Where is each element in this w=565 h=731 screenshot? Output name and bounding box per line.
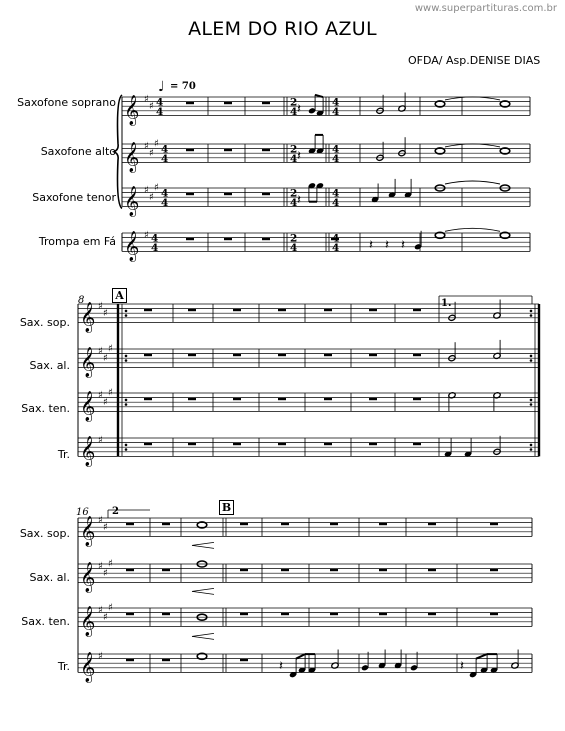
quarter-rest: 𝄽 [297, 192, 301, 208]
treble-clef-icon: 𝄞 [80, 516, 96, 547]
whole-rest [233, 398, 241, 401]
whole-rest [233, 354, 241, 357]
rehearsal-mark: B [219, 500, 234, 515]
repeat-dot [125, 310, 128, 313]
treble-clef-icon: 𝄞 [80, 652, 96, 683]
sharp-icon: ♯ [98, 651, 103, 662]
treble-clef-icon: 𝄞 [80, 391, 96, 422]
whole-rest [379, 613, 387, 616]
whole-rest [240, 659, 248, 662]
time-signature: 4 [290, 196, 298, 209]
whole-rest [281, 523, 289, 526]
sharp-icon: ♯ [98, 435, 103, 446]
treble-clef-icon: 𝄞 [80, 436, 96, 467]
treble-clef-icon: 𝄞 [80, 562, 96, 593]
whole-rest [188, 354, 196, 357]
instrument-label-alto: Saxofone alto [40, 145, 116, 158]
whole-rest [369, 398, 377, 401]
whole-rest [278, 398, 286, 401]
whole-rest [188, 309, 196, 312]
time-signature: 4 [161, 196, 169, 209]
whole-rest [240, 523, 248, 526]
sharp-icon: ♯ [98, 561, 103, 572]
time-signature: 4 [151, 232, 159, 245]
sharp-icon: ♯ [154, 182, 159, 194]
time-signature: 2 [290, 96, 298, 109]
instrument-label-tenor: Saxofone tenor [32, 191, 116, 204]
repeat-dot [125, 355, 128, 358]
sharp-icon: ♯ [103, 396, 108, 408]
instrument-label-alto: Sax. al. [29, 571, 70, 584]
sharp-icon: ♯ [108, 558, 113, 570]
repeat-dot [125, 399, 128, 402]
bracket [114, 95, 122, 208]
time-signature: 4 [161, 152, 169, 165]
whole-rest [144, 354, 152, 357]
whole-rest [262, 193, 270, 196]
sharp-icon: ♯ [144, 185, 149, 196]
sharp-icon: ♯ [103, 307, 108, 319]
quarter-rest: 𝄽 [401, 237, 405, 253]
time-signature: 4 [290, 105, 298, 118]
volta-label: 2 [112, 506, 119, 517]
whole-rest [278, 354, 286, 357]
time-signature: 4 [332, 187, 340, 200]
crescendo [192, 545, 214, 548]
time-signature: 2 [290, 143, 298, 156]
whole-rest [162, 569, 170, 572]
whole-rest [330, 523, 338, 526]
measure-number: 16 [76, 507, 89, 518]
beam [476, 654, 487, 659]
whole-rest [413, 354, 421, 357]
sharp-icon: ♯ [98, 515, 103, 526]
whole-rest [262, 149, 270, 152]
whole-rest [490, 523, 498, 526]
instrument-label-soprano: Sax. sop. [19, 527, 70, 540]
whole-rest [330, 569, 338, 572]
whole-rest [278, 443, 286, 446]
quarter-rest: 𝄽 [279, 658, 283, 674]
whole-rest [224, 238, 232, 241]
whole-rest [324, 309, 332, 312]
tempo-marking: = 70 [170, 81, 196, 92]
quarter-rest: 𝄽 [385, 237, 389, 253]
whole-rest [278, 309, 286, 312]
whole-rest [126, 613, 134, 616]
watermark: www.superpartituras.com.br [414, 3, 557, 14]
whole-rest [186, 102, 194, 105]
score-title: ALEM DO RIO AZUL [188, 18, 377, 40]
time-signature: 4 [161, 187, 169, 200]
whole-rest [224, 102, 232, 105]
instrument-label-tenor: Sax. ten. [21, 402, 70, 415]
repeat-dot [530, 355, 533, 358]
whole-rest [413, 309, 421, 312]
repeat-dot [125, 314, 128, 317]
quarter-rest: 𝄽 [297, 148, 301, 164]
treble-clef-icon: 𝄞 [124, 95, 140, 126]
whole-rest [224, 193, 232, 196]
whole-rest [324, 354, 332, 357]
time-signature: 2 [290, 232, 298, 245]
whole-rest [324, 398, 332, 401]
quarter-rest: 𝄽 [460, 658, 464, 674]
quarter-rest: 𝄽 [297, 101, 301, 117]
instrument-label-alto: Sax. al. [29, 359, 70, 372]
sharp-icon: ♯ [103, 352, 108, 364]
whole-rest [224, 149, 232, 152]
treble-clef-icon: 𝄞 [80, 302, 96, 333]
whole-rest [162, 659, 170, 662]
whole-rest [413, 398, 421, 401]
whole-rest [379, 523, 387, 526]
whole-rest [428, 569, 436, 572]
time-signature: 4 [156, 105, 164, 118]
whole-rest [369, 443, 377, 446]
whole-rest [144, 309, 152, 312]
sharp-icon: ♯ [144, 94, 149, 105]
sharp-icon: ♯ [144, 230, 149, 241]
time-signature: 4 [156, 96, 164, 109]
whole-rest [281, 613, 289, 616]
whole-rest [490, 569, 498, 572]
whole-rest [490, 613, 498, 616]
whole-rest [188, 398, 196, 401]
repeat-dot [125, 448, 128, 451]
whole-rest [281, 569, 289, 572]
whole-rest [240, 613, 248, 616]
time-signature: 4 [332, 241, 340, 254]
whole-rest [188, 443, 196, 446]
sharp-icon: ♯ [98, 301, 103, 312]
quarter-note-icon: ♩ [158, 79, 165, 95]
whole-rest [233, 443, 241, 446]
tie [445, 181, 500, 184]
whole-rest [330, 613, 338, 616]
repeat-dot [125, 359, 128, 362]
whole-rest [126, 659, 134, 662]
tie [445, 228, 500, 231]
whole-rest [428, 523, 436, 526]
sharp-icon: ♯ [98, 605, 103, 616]
volta-label: 1. [441, 298, 452, 309]
quarter-rest: 𝄽 [369, 237, 373, 253]
time-signature: 4 [151, 241, 159, 254]
sharp-icon: ♯ [144, 141, 149, 152]
repeat-dot [125, 444, 128, 447]
sharp-icon: ♯ [149, 191, 154, 203]
crescendo [192, 636, 214, 639]
sharp-icon: ♯ [103, 567, 108, 579]
sharp-icon: ♯ [149, 147, 154, 159]
instrument-label-horn: Tr. [57, 660, 70, 673]
treble-clef-icon: 𝄞 [124, 186, 140, 217]
crescendo [192, 633, 214, 636]
whole-rest [162, 523, 170, 526]
repeat-dot [125, 403, 128, 406]
treble-clef-icon: 𝄞 [80, 606, 96, 637]
whole-rest [369, 309, 377, 312]
treble-clef-icon: 𝄞 [124, 231, 140, 262]
repeat-dot [530, 314, 533, 317]
sharp-icon: ♯ [103, 521, 108, 533]
whole-rest [186, 238, 194, 241]
crescendo [192, 542, 214, 545]
sharp-icon: ♯ [154, 138, 159, 150]
repeat-dot [530, 359, 533, 362]
time-signature: 4 [332, 105, 340, 118]
rehearsal-mark: A [112, 288, 127, 303]
whole-rest [240, 569, 248, 572]
treble-clef-icon: 𝄞 [80, 347, 96, 378]
whole-rest [379, 569, 387, 572]
treble-clef-icon: 𝄞 [124, 142, 140, 173]
sharp-icon: ♯ [103, 611, 108, 623]
whole-rest [144, 443, 152, 446]
repeat-dot [530, 403, 533, 406]
time-signature: 2 [290, 187, 298, 200]
whole-rest [324, 443, 332, 446]
time-signature: 4 [161, 143, 169, 156]
sharp-icon: ♯ [98, 346, 103, 357]
instrument-label-horn: Trompa em Fá [38, 235, 116, 248]
instrument-label-soprano: Sax. sop. [19, 316, 70, 329]
instrument-label-soprano: Saxofone soprano [17, 96, 116, 109]
crescendo [192, 588, 214, 591]
instrument-label-tenor: Sax. ten. [21, 615, 70, 628]
time-signature: 4 [332, 152, 340, 165]
repeat-dot [530, 448, 533, 451]
whole-rest [126, 523, 134, 526]
time-signature: 4 [332, 96, 340, 109]
beam [296, 654, 305, 659]
sharp-icon: ♯ [108, 387, 113, 399]
whole-rest [331, 238, 339, 241]
whole-rest [262, 238, 270, 241]
whole-rest [144, 398, 152, 401]
sharp-icon: ♯ [108, 343, 113, 355]
whole-rest [369, 354, 377, 357]
sharp-icon: ♯ [108, 602, 113, 614]
sharp-icon: ♯ [98, 390, 103, 401]
repeat-dot [530, 444, 533, 447]
whole-rest [162, 613, 170, 616]
time-signature: 4 [290, 241, 298, 254]
sharp-icon: ♯ [149, 100, 154, 112]
whole-rest [186, 193, 194, 196]
repeat-dot [530, 310, 533, 313]
whole-rest [413, 443, 421, 446]
crescendo [192, 591, 214, 594]
whole-rest [262, 102, 270, 105]
whole-rest [186, 149, 194, 152]
time-signature: 4 [290, 152, 298, 165]
time-signature: 4 [332, 143, 340, 156]
measure-number: 8 [78, 295, 85, 306]
repeat-dot [530, 399, 533, 402]
instrument-label-horn: Tr. [57, 448, 70, 461]
time-signature: 4 [332, 196, 340, 209]
whole-rest [126, 569, 134, 572]
whole-rest [428, 613, 436, 616]
whole-rest [233, 309, 241, 312]
composer-credit: OFDA/ Asp.DENISE DIAS [408, 54, 541, 67]
